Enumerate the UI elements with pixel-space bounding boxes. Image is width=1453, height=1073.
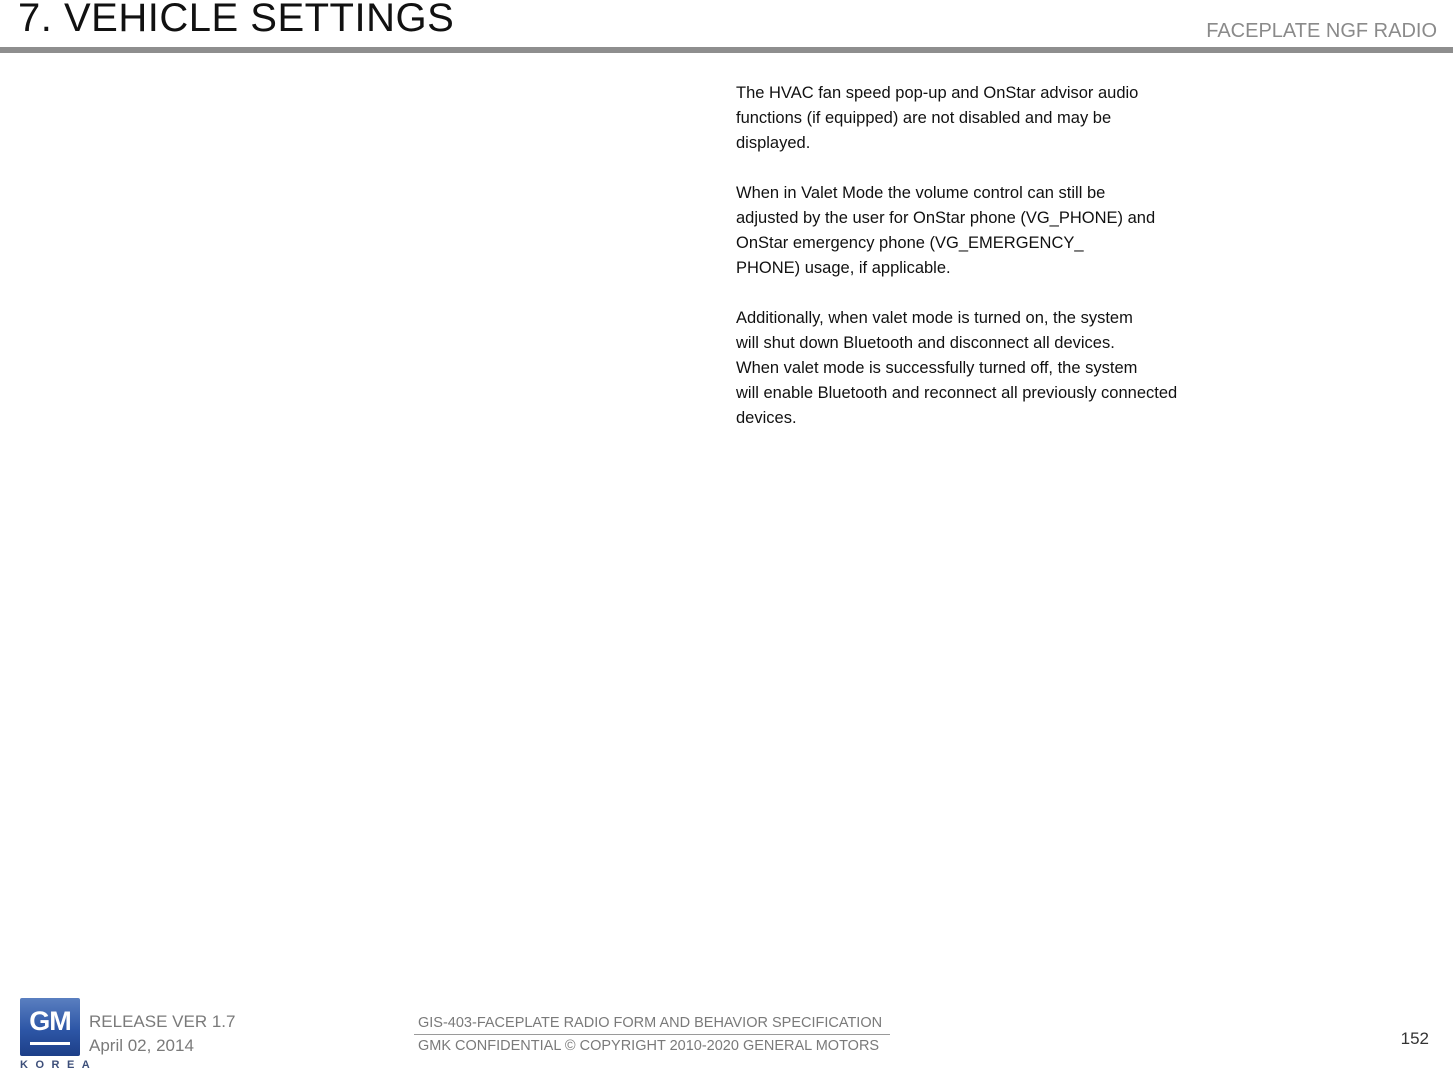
release-version: RELEASE VER 1.7 [89, 1012, 236, 1031]
text-line: Additionally, when valet mode is turned on, the system [736, 309, 1133, 327]
text-line: will enable Bluetooth and reconnect all previously connected [736, 384, 1178, 402]
text-line: functions (if equipped) are not disabled and may be [736, 109, 1112, 127]
paragraph-valet-volume [736, 181, 1296, 281]
logo-underline [30, 1042, 70, 1045]
document-label: FACEPLATE NGF RADIO [1206, 20, 1437, 42]
header-divider [0, 47, 1453, 53]
text-line: The HVAC fan speed pop-up and OnStar advisor audio [736, 84, 1139, 102]
text-line: PHONE) usage, if applicable. [736, 259, 951, 277]
text-line: adjusted by the user for OnStar phone (VG_PHONE) and [736, 209, 1156, 227]
text-line: displayed. [736, 134, 811, 152]
text-line: When valet mode is successfully turned off, the system [736, 359, 1138, 377]
text-line: will shut down Bluetooth and disconnect all devices. [736, 334, 1115, 352]
text-line: When in Valet Mode the volume control can still be [736, 184, 1106, 202]
confidential-notice: GMK CONFIDENTIAL © COPYRIGHT 2010-2020 GENERAL MOTORS [418, 1038, 880, 1054]
spec-info [414, 1013, 890, 1057]
paragraph-bluetooth [736, 306, 1296, 431]
text-line: devices. [736, 409, 797, 427]
release-date: April 02, 2014 [89, 1036, 194, 1055]
page-number: 152 [1400, 1029, 1429, 1048]
gm-korea-logo [20, 998, 98, 1072]
paragraph-hvac [736, 81, 1296, 156]
text-line: OnStar emergency phone (VG_EMERGENCY_ [736, 234, 1084, 252]
release-info [89, 1010, 235, 1058]
body-text [736, 81, 1296, 456]
page-title: 7. VEHICLE SETTINGS [18, 0, 455, 40]
logo-text: GM [29, 1006, 71, 1036]
spec-title: GIS-403-FACEPLATE RADIO FORM AND BEHAVIOR SPECIFICATION [414, 1013, 890, 1035]
logo-subtext: KOREA [20, 1059, 98, 1071]
gm-logo-icon [20, 998, 80, 1056]
